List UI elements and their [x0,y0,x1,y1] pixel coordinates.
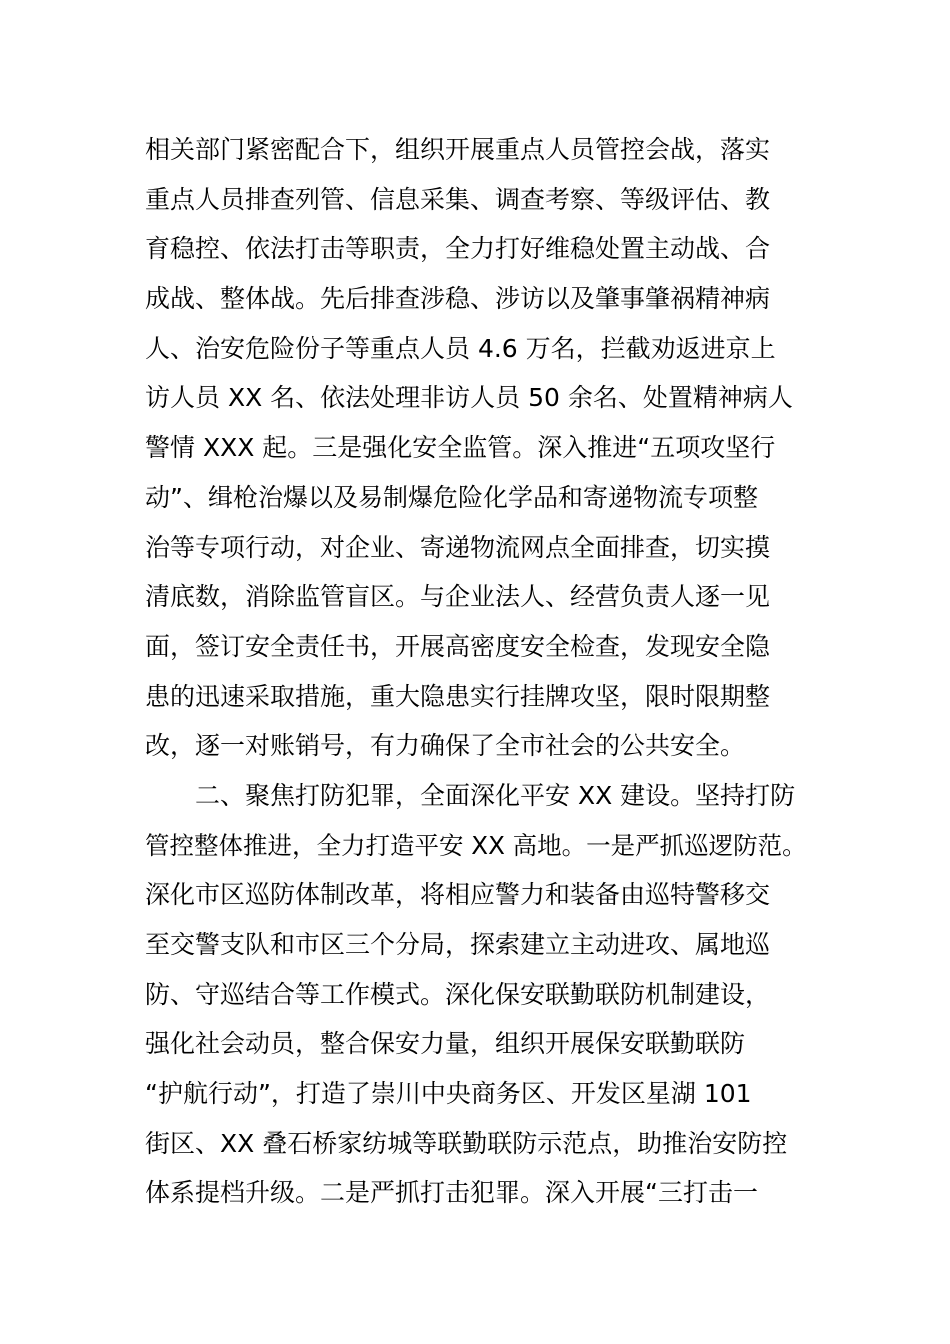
document-body [145,125,815,1218]
body-line: 重点人员排查列管、信息采集、调查考察、等级评估、教 [145,184,771,214]
body-line: 强化社会动员，整合保安力量，组织开展保安联勤联防 [145,1029,746,1059]
body-line: 动”、缉枪治爆以及易制爆危险化学品和寄递物流专项整 [145,482,758,512]
body-line: 相关部门紧密配合下，组织开展重点人员管控会战，落实 [145,135,771,164]
body-line: 管控整体推进，全力打造平安 XX 高地。一是严抓巡逻防范。 [145,830,807,860]
body-line: 清底数，消除监管盲区。与企业法人、经营负责人逐一见 [145,582,771,612]
body-line: 访人员 XX 名、依法处理非访人员 50 余名、处置精神病人 [145,383,793,413]
body-line: “护航行动”，打造了崇川中央商务区、开发区星湖 101 [145,1079,752,1109]
body-line: 深化市区巡防体制改革，将相应警力和装备由巡特警移交 [145,880,771,910]
body-line: 面，签订安全责任书，开展高密度安全检查，发现安全隐 [145,631,771,661]
body-line: 街区、XX 叠石桥家纺城等联勤联防示范点，助推治安防控 [145,1128,788,1158]
body-line: 改，逐一对账销号，有力确保了全市社会的公共安全。 [145,731,746,761]
body-line: 成战、整体战。先后排查涉稳、涉访以及肇事肇祸精神病 [145,284,771,314]
body-line: 警情 XXX 起。三是强化安全监管。深入推进“五项攻坚行 [145,433,776,463]
body-line: 治等专项行动，对企业、寄递物流网点全面排查，切实摸 [145,532,771,562]
body-line: 至交警支队和市区三个分局，探索建立主动进攻、属地巡 [145,930,771,959]
section-heading-line: 二、聚焦打防犯罪，全面深化平安 XX 建设。坚持打防 [195,780,796,810]
body-line: 体系提档升级。二是严抓打击犯罪。深入开展“三打击一 [145,1178,758,1208]
body-line: 患的迅速采取措施，重大隐患实行挂牌攻坚，限时限期整 [145,681,771,711]
body-line: 人、治安危险份子等重点人员 4.6 万名，拦截劝返进京上 [145,333,776,363]
body-line: 防、守巡结合等工作模式。深化保安联勤联防机制建设， [145,979,771,1009]
body-line: 育稳控、依法打击等职责，全力打好维稳处置主动战、合 [145,234,771,264]
